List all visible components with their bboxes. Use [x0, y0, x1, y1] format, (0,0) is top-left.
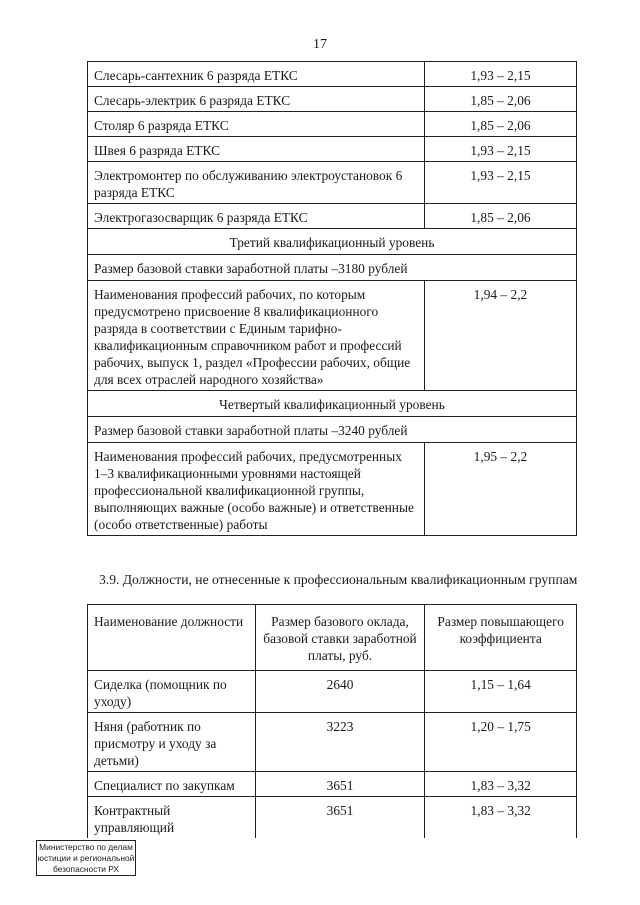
position-name: Сиделка (помощник по уходу)	[88, 671, 256, 713]
coefficient-cell: 1,20 – 1,75	[425, 713, 577, 772]
coefficient-cell: 1,94 – 2,2	[424, 281, 576, 391]
base-rate-text: Размер базовой ставки заработной платы –3180 рублей	[88, 255, 577, 281]
stamp-line: Министерство по делам	[39, 842, 133, 852]
profession-name: Слесарь-сантехник 6 разряда ЕТКС	[88, 62, 425, 87]
table-row	[88, 204, 577, 229]
coefficient-cell: 1,85 – 2,06	[424, 87, 576, 112]
coefficient-cell: 1,83 – 3,32	[425, 797, 577, 839]
profession-name: Наименования профессий рабочих, предусмотренных 1–3 квалификационными уровнями настоящей профессиональной квалификационной группы, выполняющих важные (особо важные) и ответственные (особо ответственные) работы	[88, 443, 425, 536]
ministry-stamp	[36, 840, 136, 876]
position-name: Контрактный управляющий	[88, 797, 256, 839]
qualification-level-row	[88, 391, 577, 417]
page-number: 17	[313, 37, 327, 52]
salary-cell: 3651	[255, 772, 425, 797]
coefficient-cell: 1,93 – 2,15	[424, 62, 576, 87]
table-row	[88, 281, 577, 391]
table-row	[88, 137, 577, 162]
table-row	[88, 112, 577, 137]
stamp-line: безопасности РХ	[52, 864, 120, 874]
column-header-position: Наименование должности	[88, 605, 256, 671]
base-rate-row	[88, 255, 577, 281]
profession-name: Электрогазосварщик 6 разряда ЕТКС	[88, 204, 425, 229]
qualification-level-title: Четвертый квалификационный уровень	[88, 391, 577, 417]
table-row	[88, 62, 577, 87]
table-row	[88, 713, 577, 772]
section-heading: 3.9. Должности, не отнесенные к профессиональным квалификационным группам	[99, 572, 578, 587]
profession-name: Электромонтер по обслуживанию электроустановок 6 разряда ЕТКС	[88, 162, 425, 204]
qualification-level-row	[88, 229, 577, 255]
salary-cell: 3223	[255, 713, 425, 772]
table-row	[88, 772, 577, 797]
salary-cell: 3651	[255, 797, 425, 839]
table-row	[88, 797, 577, 839]
base-rate-row	[88, 417, 577, 443]
base-rate-text: Размер базовой ставки заработной платы –3240 рублей	[88, 417, 577, 443]
salary-cell: 2640	[255, 671, 425, 713]
profession-name: Слесарь-электрик 6 разряда ЕТКС	[88, 87, 425, 112]
column-header-coefficient: Размер повышающего коэффициента	[425, 605, 577, 671]
profession-name: Столяр 6 разряда ЕТКС	[88, 112, 425, 137]
qualification-level-title: Третий квалификационный уровень	[88, 229, 577, 255]
profession-name: Наименования профессий рабочих, по которым предусмотрено присвоение 8 квалификационного разряда в соответствии с Единым тарифно-квалификационным справочником работ и профессий рабочих, выпуск 1, раздел «Профессии рабочих, общие для всех отраслей народного хозяйства»	[88, 281, 425, 391]
column-header-salary: Размер базового оклада, базовой ставки заработной платы, руб.	[255, 605, 425, 671]
positions-table	[87, 604, 577, 838]
table-header-row	[88, 605, 577, 671]
coefficient-cell: 1,83 – 3,32	[425, 772, 577, 797]
table-row	[88, 671, 577, 713]
table-row	[88, 87, 577, 112]
coefficient-cell: 1,15 – 1,64	[425, 671, 577, 713]
position-name: Няня (работник по присмотру и уходу за детьми)	[88, 713, 256, 772]
coefficient-cell: 1,95 – 2,2	[424, 443, 576, 536]
profession-name: Швея 6 разряда ЕТКС	[88, 137, 425, 162]
qualification-table	[87, 61, 577, 536]
table-row	[88, 162, 577, 204]
table-row	[88, 443, 577, 536]
coefficient-cell: 1,85 – 2,06	[424, 204, 576, 229]
stamp-line: юстиции и региональной	[37, 853, 135, 863]
position-name: Специалист по закупкам	[88, 772, 256, 797]
coefficient-cell: 1,93 – 2,15	[424, 162, 576, 204]
coefficient-cell: 1,93 – 2,15	[424, 137, 576, 162]
coefficient-cell: 1,85 – 2,06	[424, 112, 576, 137]
